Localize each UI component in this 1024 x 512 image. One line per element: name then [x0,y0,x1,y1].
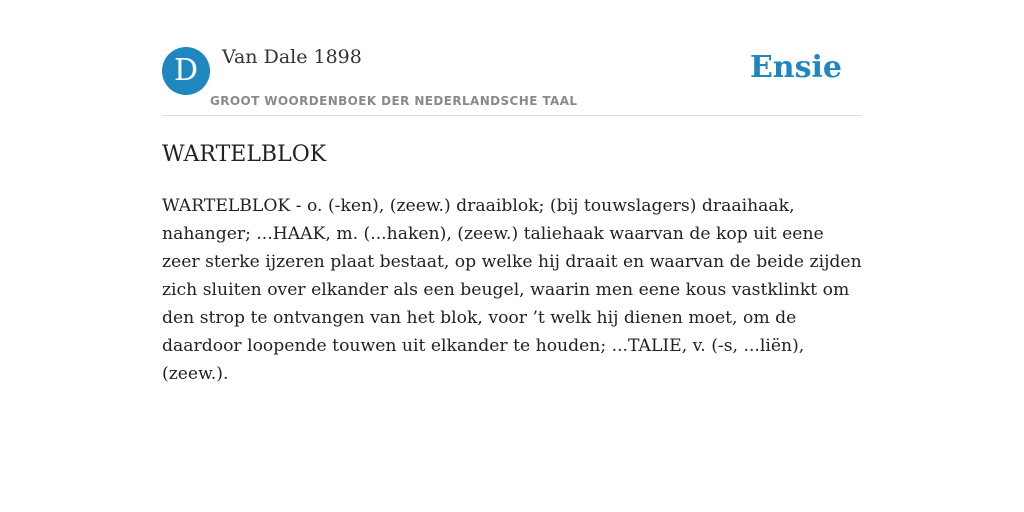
entry-title: WARTELBLOK [162,142,327,167]
entry-card [162,46,862,388]
ensie-logo[interactable]: Ensie [749,50,842,85]
source-avatar[interactable]: D [162,47,210,95]
source-subtitle: GROOT WOORDENBOEK DER NEDERLANDSCHE TAAL [210,94,578,108]
entry-definition: WARTELBLOK - o. (-ken), (zeew.) draaiblok; (bij touwslagers) draaihaak, nahanger; ...HAAK, m. (...haken), (zeew.) taliehaak waarvan de kop uit eene zeer sterke ijzeren plaat bestaat, op welke hij draait en waarvan de beide zijden zich sluiten over elkander als een beugel, waarin men eene kous vastklinkt om den strop te ontvangen van het blok, voor ’t welk hij dienen moet, om de daardoor loopende touwen uit elkander te houden; ...TALIE, v. (-s, ...liën), (zeew.). [162,196,862,384]
source-header [162,46,862,116]
source-title[interactable]: Van Dale 1898 [222,46,362,68]
